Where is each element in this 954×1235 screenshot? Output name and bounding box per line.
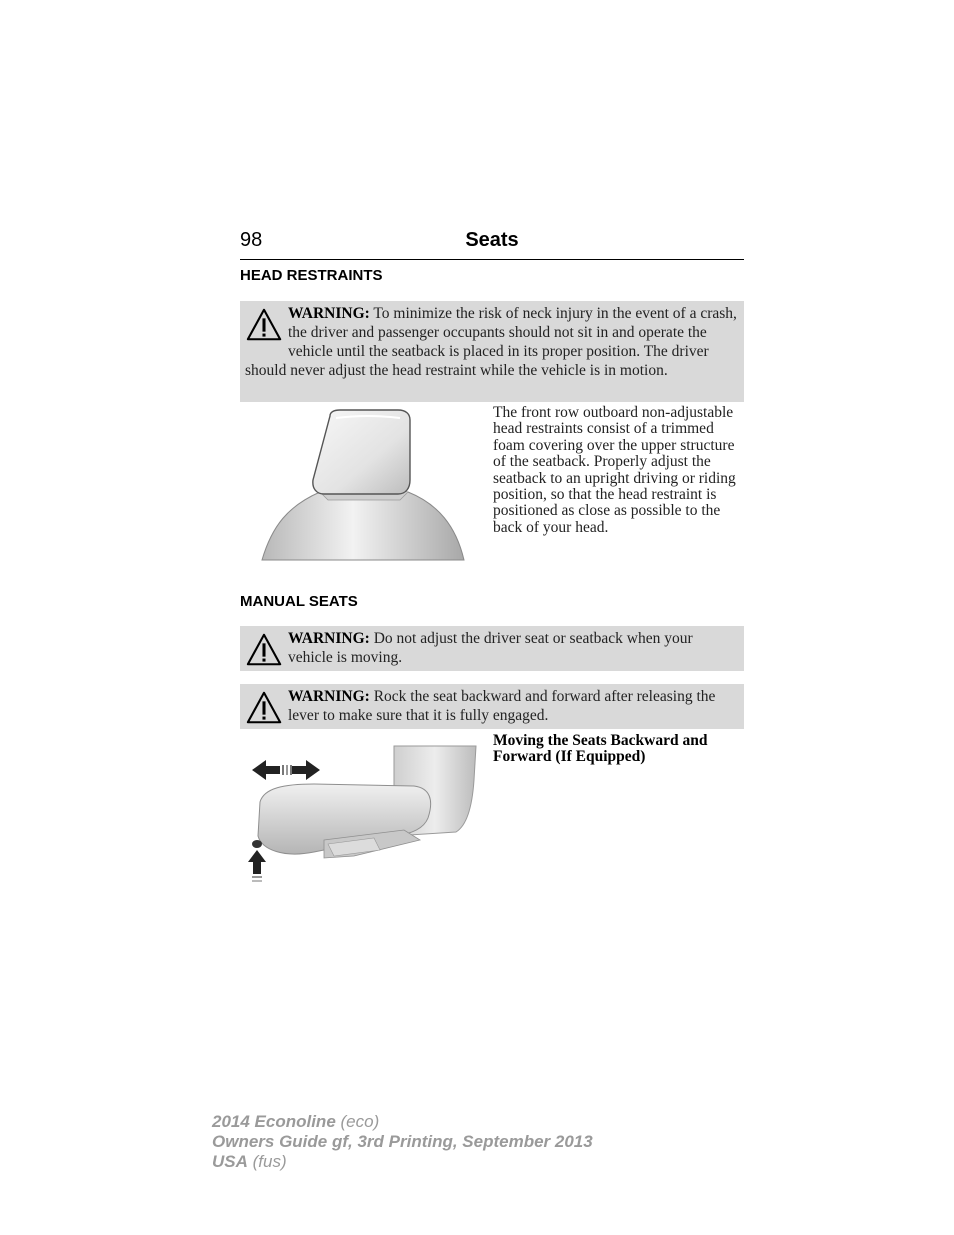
page-title: Seats: [465, 229, 519, 251]
warning-box-do-not-adjust: [240, 626, 744, 671]
warning-text: Rock the seat backward and forward after releasing the lever to make sure that it is fully engaged.: [288, 688, 716, 724]
footer-model-code: (eco): [340, 1112, 380, 1131]
page-header: [240, 229, 744, 260]
warning-triangle-icon: [245, 631, 283, 669]
lever-up-arrow-icon: [248, 840, 266, 882]
double-arrow-icon: [252, 760, 320, 780]
footer-market-code: (fus): [252, 1152, 287, 1171]
warning-triangle-icon: [245, 689, 283, 727]
warning-text: To minimize the risk of neck injury in the event of a crash, the driver and passenger occupants should not sit in and operate the vehicle until the seatback is placed in its proper position. The driver should never adjust the head restraint while the vehicle is in motion.: [245, 305, 737, 379]
footer-market: USA: [212, 1152, 248, 1171]
subheading-moving-seats: Moving the Seats Backward and Forward (If Equipped): [493, 732, 708, 766]
warning-triangle-icon: [245, 306, 283, 344]
section-heading-manual-seats: MANUAL SEATS: [240, 593, 358, 610]
warning-box-neck-injury: [240, 301, 744, 402]
warning-text: Do not adjust the driver seat or seatback when your vehicle is moving.: [288, 630, 693, 666]
footer-printing-info: Owners Guide gf, 3rd Printing, September 2013: [212, 1132, 593, 1151]
page-footer: [212, 1112, 593, 1172]
section-heading-head-restraints: HEAD RESTRAINTS: [240, 267, 383, 284]
warning-label: WARNING:: [288, 688, 370, 705]
page-number: 98: [240, 229, 263, 251]
head-restraint-illustration: [258, 408, 468, 566]
head-restraint-description: The front row outboard non-adjustable head restraints consist of a trimmed foam covering over the upper structure of the seatback. Properly adjust the seatback to an upright driving or riding position, so that the head restraint is positioned as close as possible to the back of your head.: [493, 404, 736, 536]
warning-box-rock-seat: [240, 684, 744, 729]
footer-model: 2014 Econoline: [212, 1112, 336, 1131]
warning-label: WARNING:: [288, 630, 370, 647]
manual-seat-adjustment-illustration: [244, 740, 484, 886]
warning-label: WARNING:: [288, 305, 370, 322]
